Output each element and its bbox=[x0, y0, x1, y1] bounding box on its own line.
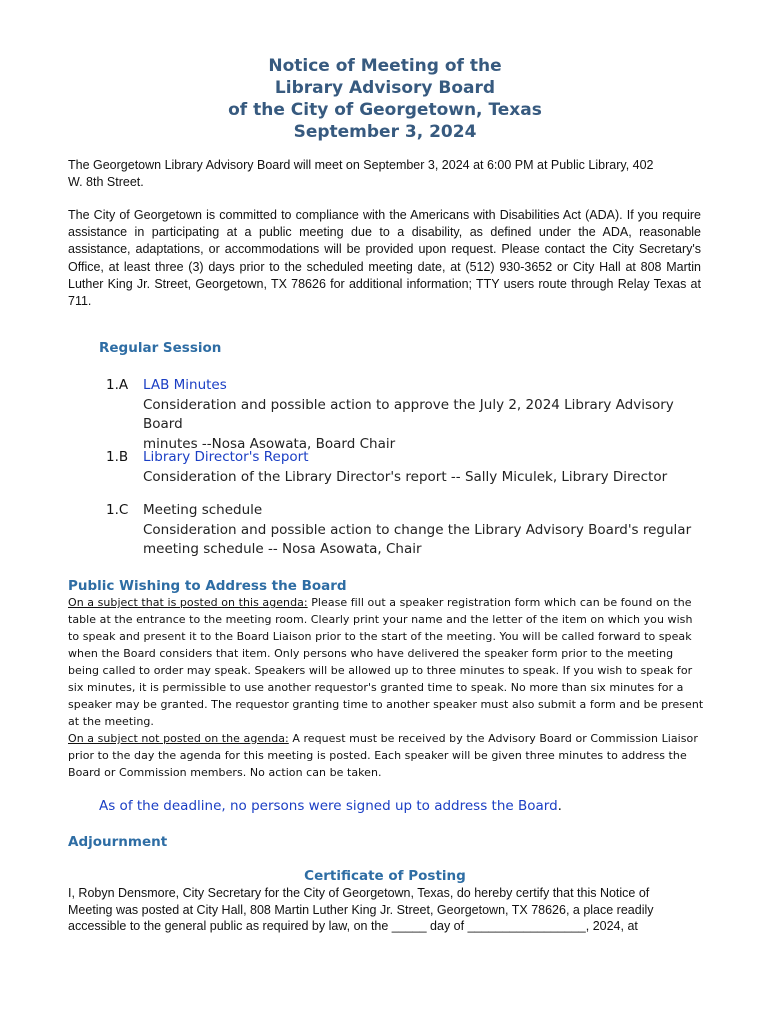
posted-line: to speak and present it to the Board Liaison prior to the start of the meeting. You will be called forward to speak bbox=[68, 630, 692, 643]
meeting-notice-paragraph bbox=[68, 157, 701, 191]
posted-line bbox=[68, 594, 708, 611]
public-wishing-heading: Public Wishing to Address the Board bbox=[68, 578, 347, 594]
agenda-item-number: 1.C bbox=[106, 502, 129, 518]
deadline-notice bbox=[99, 798, 562, 814]
agenda-item-title-link[interactable]: Library Director's Report bbox=[143, 449, 309, 465]
deadline-text: As of the deadline, no persons were signed up to address the Board bbox=[99, 798, 558, 814]
not-posted-line bbox=[68, 730, 708, 747]
certificate-paragraph bbox=[68, 885, 701, 935]
agenda-item-desc-line: Consideration of the Library Director's report -- Sally Miculek, Library Director bbox=[143, 468, 668, 485]
deadline-period: . bbox=[557, 798, 562, 814]
agenda-item-desc-line: meeting schedule -- Nosa Asowata, Chair bbox=[143, 541, 422, 557]
agenda-item-title: Meeting schedule bbox=[143, 502, 263, 518]
title-line-1: Notice of Meeting of the bbox=[268, 56, 502, 76]
not-posted-label: On a subject not posted on the agenda: bbox=[68, 732, 289, 745]
meeting-notice-line-1: The Georgetown Library Advisory Board will meet on September 3, 2024 at 6:00 PM at Public Library, 402 bbox=[68, 158, 654, 172]
not-posted-text: A request must be received by the Advisory Board or Commission Liaisor bbox=[288, 732, 698, 745]
agenda-item-desc-line: Consideration and possible action to change the Library Advisory Board's regular bbox=[143, 521, 692, 538]
title-line-2: Library Advisory Board bbox=[274, 78, 496, 98]
page-title bbox=[0, 55, 770, 143]
title-line-4: September 3, 2024 bbox=[293, 122, 477, 142]
adjournment-heading: Adjournment bbox=[68, 834, 168, 850]
agenda-item-1b bbox=[143, 448, 703, 487]
certificate-heading: Certificate of Posting bbox=[304, 868, 466, 884]
posted-line: being called to order may speak. Speakers will be allowed up to three minutes to speak. If you wish to speak for bbox=[68, 664, 693, 677]
certificate-line-1: I, Robyn Densmore, City Secretary for the City of Georgetown, Texas, do hereby certify that this Notice of bbox=[68, 886, 650, 900]
agenda-item-1a bbox=[143, 376, 703, 454]
posted-line: speaker may be granted. The requestor granting time to another speaker must also submit a form and be present bbox=[68, 698, 704, 711]
agenda-item-title-link[interactable]: LAB Minutes bbox=[143, 377, 227, 393]
not-posted-line: Board or Commission members. No action can be taken. bbox=[68, 766, 382, 779]
posted-text: Please fill out a speaker registration form which can be found on the bbox=[307, 596, 692, 609]
posted-line: at the meeting. bbox=[68, 715, 154, 728]
posted-label: On a subject that is posted on this agenda: bbox=[68, 596, 308, 609]
agenda-item-desc-line: Consideration and possible action to approve the July 2, 2024 Library Advisory Board bbox=[143, 396, 674, 432]
regular-session-heading: Regular Session bbox=[99, 340, 222, 356]
ada-paragraph: The City of Georgetown is committed to compliance with the Americans with Disabilities Act (ADA). If you require assistance in participating at a public meeting due to a disability, as defined under the ADA, reasonable assistance, adaptations, or accommodations will be provided upon request. Please contact the City Secretary's Office, at least three (3) days prior to the scheduled meeting date, at (512) 930-3652 or City Hall at 808 Martin Luther King Jr. Street, Georgetown, TX 78626 for additional information; TTY users route through Relay Texas at 711. bbox=[68, 208, 701, 309]
public-wishing-body bbox=[68, 594, 708, 781]
posted-line: when the Board considers that item. Only persons who have delivered the speaker form prior to the meeting bbox=[68, 647, 674, 660]
meeting-notice-line-2: W. 8th Street. bbox=[68, 175, 144, 190]
agenda-item-desc-line: minutes --Nosa Asowata, Board Chair bbox=[143, 435, 396, 452]
title-line-3: of the City of Georgetown, Texas bbox=[228, 100, 542, 120]
not-posted-line: prior to the day the agenda for this meeting is posted. Each speaker will be given three minutes to address the bbox=[68, 749, 687, 762]
posted-line: six minutes, it is permissible to use another requestor's granted time to speak. No more than six minutes for a bbox=[68, 681, 684, 694]
certificate-line-3: accessible to the general public as required by law, on the _____ day of _________________, 2024, at bbox=[68, 919, 638, 934]
agenda-item-1c bbox=[143, 501, 703, 560]
certificate-line-2: Meeting was posted at City Hall, 808 Martin Luther King Jr. Street, Georgetown, TX 78626, a place readily bbox=[68, 902, 654, 917]
agenda-item-number: 1.A bbox=[106, 377, 129, 393]
posted-line: table at the entrance to the meeting room. Clearly print your name and the letter of the item on which you wish bbox=[68, 613, 693, 626]
agenda-item-number: 1.B bbox=[106, 449, 129, 465]
